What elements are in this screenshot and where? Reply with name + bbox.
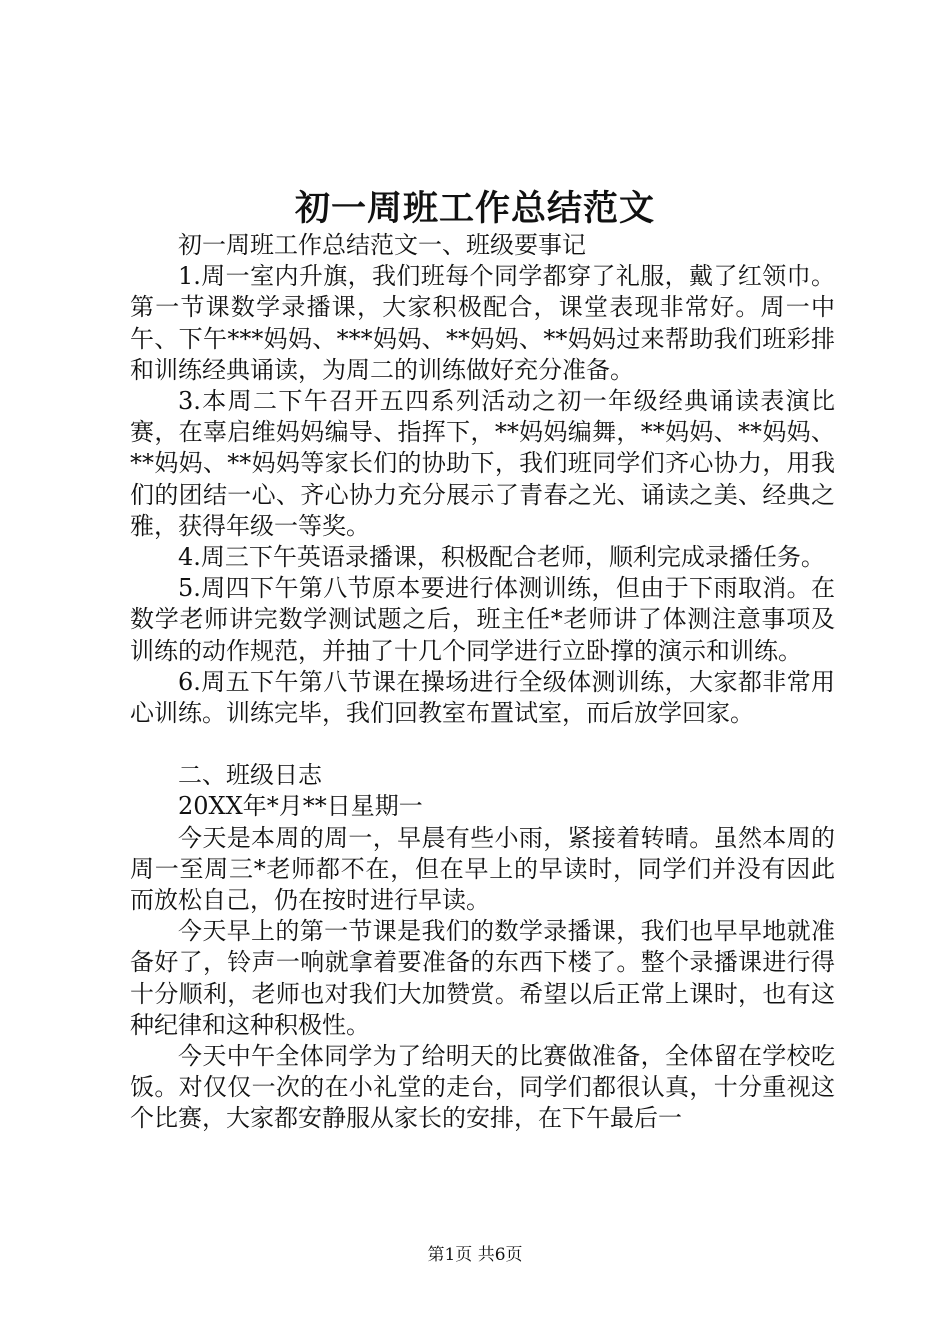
paragraph-item-3: 3.本周二下午召开五四系列活动之初一年级经典诵读表演比赛，在辜启维妈妈编导、指挥下，**妈妈编舞，**妈妈、**妈妈、**妈妈、**妈妈等家长们的协助下，我们班同学们齐心协力，用我们的团结一心、齐心协力充分展示了青春之光、诵读之美、经典之雅，获得年级一等奖。 (130, 387, 835, 540)
section-heading: 二、班级日志 (178, 761, 322, 790)
document-body (130, 230, 835, 1135)
page-number-footer: 第1页 共6页 (427, 1245, 523, 1265)
paragraph-item-4: 4.周三下午英语录播课，积极配合老师，顺利完成录播任务。 (178, 543, 825, 572)
paragraph-item-6: 6.周五下午第八节课在操场进行全级体测训练，大家都非常用心训练。训练完毕，我们回教室布置试室，而后放学回家。 (130, 667, 835, 728)
paragraph-spacer (130, 729, 835, 760)
paragraph-item-5: 5.周四下午第八节原本要进行体测训练，但由于下雨取消。在数学老师讲完数学测试题之后，班主任*老师讲了体测注意事项及训练的动作规范，并抽了十几个同学进行立卧撑的演示和训练。 (130, 574, 835, 665)
document-title: 初一周班工作总结范文 (294, 188, 655, 229)
log-paragraph: 今天中午全体同学为了给明天的比赛做准备，全体留在学校吃饭。对仅仅一次的在小礼堂的走台，同学们都很认真，十分重视这个比赛，大家都安静服从家长的安排，在下午最后一 (130, 1042, 835, 1133)
log-paragraph: 今天早上的第一节课是我们的数学录播课，我们也早早地就准备好了，铃声一响就拿着要准备的东西下楼了。整个录播课进行得十分顺利，老师也对我们大加赞赏。希望以后正常上课时，也有这种纪律和这种积极性。 (130, 917, 835, 1039)
log-paragraph: 今天是本周的周一，早晨有些小雨，紧接着转晴。虽然本周的周一至周三*老师都不在，但在早上的早读时，同学们并没有因此而放松自己，仍在按时进行早读。 (130, 823, 835, 915)
log-date: 20XX年*月**日星期一 (178, 792, 423, 821)
paragraph-item-1: 1.周一室内升旗，我们班每个同学都穿了礼服，戴了红领巾。第一节课数学录播课，大家积极配合，课堂表现非常好。周一中午、下午***妈妈、***妈妈、**妈妈、**妈妈过来帮助我们班彩排和训练经典诵读，为周二的训练做好充分准备。 (130, 262, 835, 384)
paragraph-intro: 初一周班工作总结范文一、班级要事记 (178, 231, 586, 259)
